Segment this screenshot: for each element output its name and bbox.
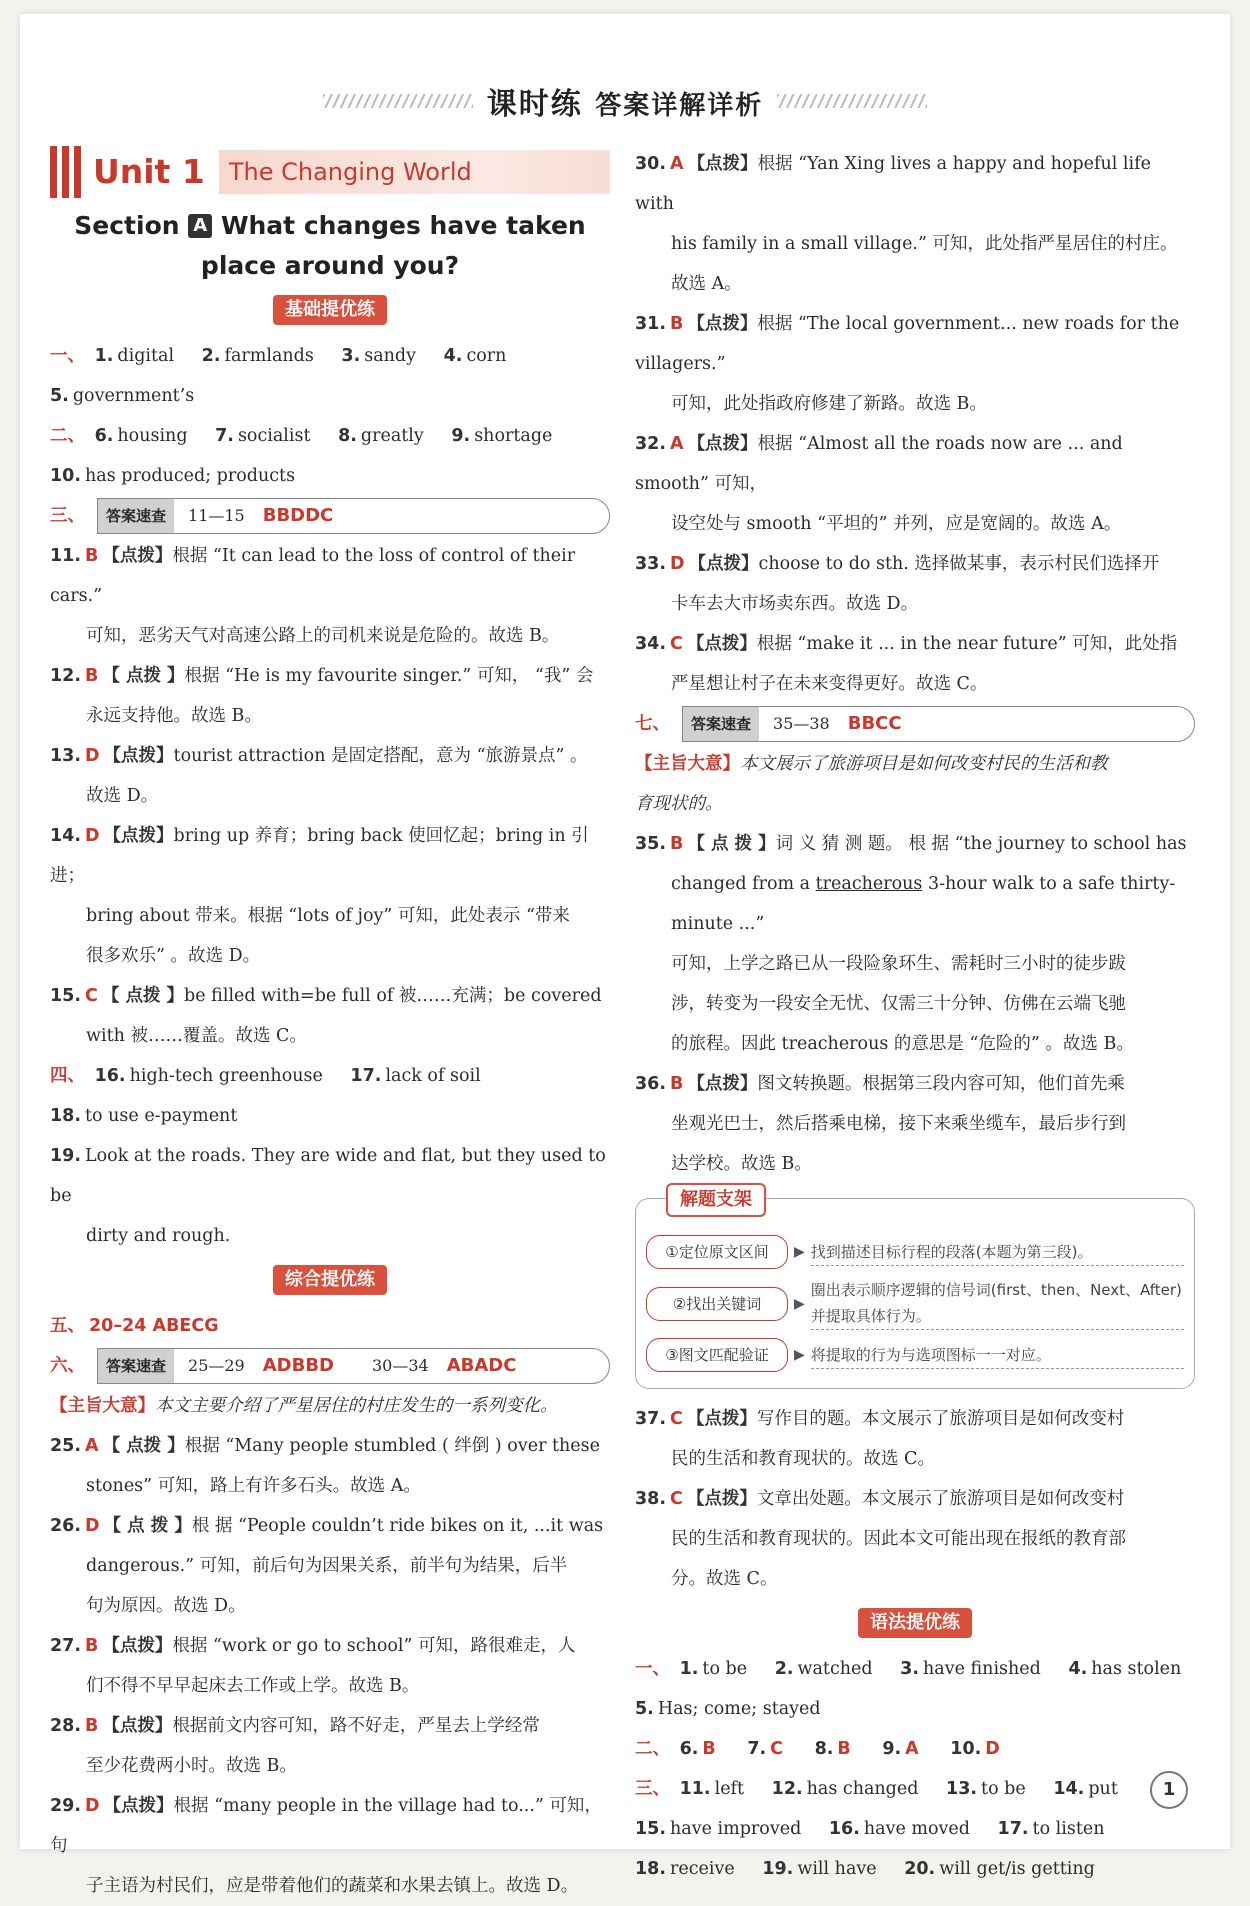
- exercise-4: 四、 16. high-tech greenhouse 17. lack of soil: [50, 1066, 481, 1086]
- answer-25: 25. A 【 点拨 】根据 “Many people stumbled ( 绊倒 ) over these stones” 可知，路上有许多石头。故选 A。: [50, 1436, 600, 1496]
- title-sub: 答案详解详析: [595, 91, 764, 121]
- page-title: [487, 79, 763, 123]
- exercise-2-item-10: 10. has produced; products: [50, 466, 296, 486]
- section-prefix: Section: [74, 211, 180, 240]
- page-number: 1: [1150, 1771, 1188, 1809]
- answer-34: 34. C 【点拨】根据 “make it ... in the near future” 可知，此处指 严星想让村子在未来变得更好。故选 C。: [635, 634, 1178, 694]
- answer-32: 32. A 【点拨】根据 “Almost all the roads now are ... and smooth” 可知， 设空处与 smooth “平坦的” 并列，应是宽阔的。故选 A。: [635, 434, 1123, 534]
- left-column: [50, 144, 610, 1906]
- unit-bars-decoration: [50, 146, 81, 198]
- answer-13: 13. D 【点拨】tourist attraction 是固定搭配，意为 “旅游景点” 。 故选 D。: [50, 746, 588, 806]
- grammar-1-item-5: 5. Has; come; stayed: [635, 1699, 821, 1719]
- header-hatch-right: [777, 94, 927, 108]
- grammar-3: 三、 11. left 12. has changed 13. to be 14. put: [635, 1779, 1118, 1799]
- exercise-1: 一、 1. digital 2. farmlands 3. sandy 4. corn 5. government’s: [50, 346, 507, 406]
- unit-subtitle: The Changing World: [219, 150, 610, 194]
- answer-18: 18. to use e-payment: [50, 1106, 238, 1126]
- answer-14: 14. D 【点拨】bring up 养育；bring back 使回忆起；bring in 引进； bring about 带来。根据 “lots of joy” 可知，此处表示 “带来 很多欢乐” 。故选 D。: [50, 826, 589, 966]
- section-title: [50, 206, 610, 286]
- section-heading: What changes have taken place around you?: [200, 211, 586, 280]
- title-main: 课时练: [486, 87, 583, 122]
- answer-27: 27. B 【点拨】根据 “work or go to school” 可知，路很难走，人 们不得不早早起床去工作或上学。故选 B。: [50, 1636, 576, 1696]
- grammar-3-row-3: 18. receive 19. will have 20. will get/is getting: [635, 1859, 1095, 1879]
- pill-grammar: 语法提优练: [858, 1608, 972, 1638]
- answer-31: 31. B 【点拨】根据 “The local government... new roads for the villagers.” 可知，此处指政府修建了新路。故选 B。: [635, 314, 1180, 414]
- speed-check-7: 七、 答案速查 35—38 BBCC: [635, 704, 1195, 744]
- answer-28: 28. B 【点拨】根据前文内容可知，路不好走，严星去上学经常 至少花费两小时。故选 B。: [50, 1716, 540, 1776]
- arrow-right-icon: ▶: [794, 1347, 805, 1363]
- main-idea-left: 【主旨大意】本文主要介绍了严星居住的村庄发生的一系列变化。: [50, 1396, 558, 1416]
- framework-step-1: ①定位原文区间 ▶ 找到描述目标行程的段落(本题为第三段)。: [646, 1235, 1184, 1269]
- arrow-right-icon: ▶: [794, 1295, 805, 1312]
- answer-35: 35. B 【 点 拨 】词 义 猜 测 题。 根 据 “the journey to school has changed from a treacherous 3-hour walk to a safe thirty-minute ...” 可知，上学之路已从一段险象环生、需耗时三小时的徒步跋 涉，转变为一段安全无忧、仅需三十分钟、仿佛在云端飞驰 的旅程。因此 treacherous 的意思是 “危险的” 。故选 B。: [635, 834, 1187, 1054]
- answer-page: [20, 14, 1230, 1896]
- pill-comprehensive: 综合提优练: [273, 1265, 387, 1295]
- answer-19: 19. Look at the roads. They are wide and flat, but they used to be dirty and rough.: [50, 1146, 606, 1246]
- page-header: [20, 76, 1230, 126]
- framework-step-3: ③图文匹配验证 ▶ 将提取的行为与选项图标一一对应。: [646, 1338, 1184, 1372]
- arrow-right-icon: ▶: [794, 1244, 805, 1260]
- answer-37: 37. C 【点拨】写作目的题。本文展示了旅游项目是如何改变村 民的生活和教育现状的。故选 C。: [635, 1409, 1125, 1469]
- exercise-2: 二、 6. housing 7. socialist 8. greatly 9. shortage: [50, 426, 553, 446]
- answer-29: 29. D 【点拨】根据 “many people in the village had to...” 可知，句 子主语为村民们，应是带着他们的蔬菜和水果去镇上。故选 D。: [50, 1796, 602, 1896]
- answer-11: 11. B 【点拨】根据 “It can lead to the loss of control of their cars.” 可知，恶劣天气对高速公路上的司机来说是危险的。故选 B。: [50, 546, 576, 646]
- unit-banner: [50, 144, 610, 200]
- solution-framework: [635, 1189, 1195, 1389]
- answer-12: 12. B 【 点拨 】根据 “He is my favourite singer.” 可知， “我” 会 永远支持他。故选 B。: [50, 666, 594, 726]
- unit-label: Unit 1: [93, 152, 205, 191]
- answer-36: 36. B 【点拨】图文转换题。根据第三段内容可知，他们首先乘 坐观光巴士，然后搭乘电梯，接下来乘坐缆车，最后步行到 达学校。故选 B。: [635, 1074, 1126, 1174]
- right-column: [635, 144, 1195, 1889]
- framework-title: 解题支架: [666, 1183, 766, 1217]
- pill-basic: 基础提优练: [273, 295, 387, 325]
- header-hatch-left: [323, 94, 473, 108]
- answer-26: 26. D 【 点 拨 】根 据 “People couldn’t ride bikes on it, ...it was dangerous.” 可知，前后句为因果关系，前半句为结果，后半 句为原因。故选 D。: [50, 1516, 604, 1616]
- exercise-5: 五、 20–24 ABECG: [50, 1316, 219, 1336]
- grammar-3-row-2: 15. have improved 16. have moved 17. to listen: [635, 1819, 1105, 1839]
- answer-30: 30. A 【点拨】根据 “Yan Xing lives a happy and hopeful life with his family in a small village.” 可知，此处指严星居住的村庄。 故选 A。: [635, 154, 1178, 294]
- grammar-1: 一、 1. to be 2. watched 3. have finished 4. has stolen: [635, 1659, 1182, 1679]
- main-idea-right: 【主旨大意】本文展示了旅游项目是如何改变村民的生活和教 育现状的。: [635, 754, 1108, 814]
- section-badge: A: [188, 214, 212, 238]
- answer-38: 38. C 【点拨】文章出处题。本文展示了旅游项目是如何改变村 民的生活和教育现状的。因此本文可能出现在报纸的教育部 分。故选 C。: [635, 1489, 1126, 1589]
- answer-15: 15. C 【 点拨 】be filled with=be full of 被……充满；be covered with 被……覆盖。故选 C。: [50, 986, 602, 1046]
- grammar-2: 二、 6. B 7. C 8. B 9. A 10. D: [635, 1739, 1000, 1759]
- speed-check-6: 六、 答案速查 25—29 ADBBD 30—34 ABADC: [50, 1346, 610, 1386]
- answer-33: 33. D 【点拨】choose to do sth. 选择做某事，表示村民们选择开 卡车去大市场卖东西。故选 D。: [635, 554, 1160, 614]
- speed-check-3: 三、 答案速查 11—15 BBDDC: [50, 496, 610, 536]
- framework-step-2: ②找出关键词 ▶ 圈出表示顺序逻辑的信号词(first、then、Next、After)并提取具体行为。: [646, 1277, 1184, 1330]
